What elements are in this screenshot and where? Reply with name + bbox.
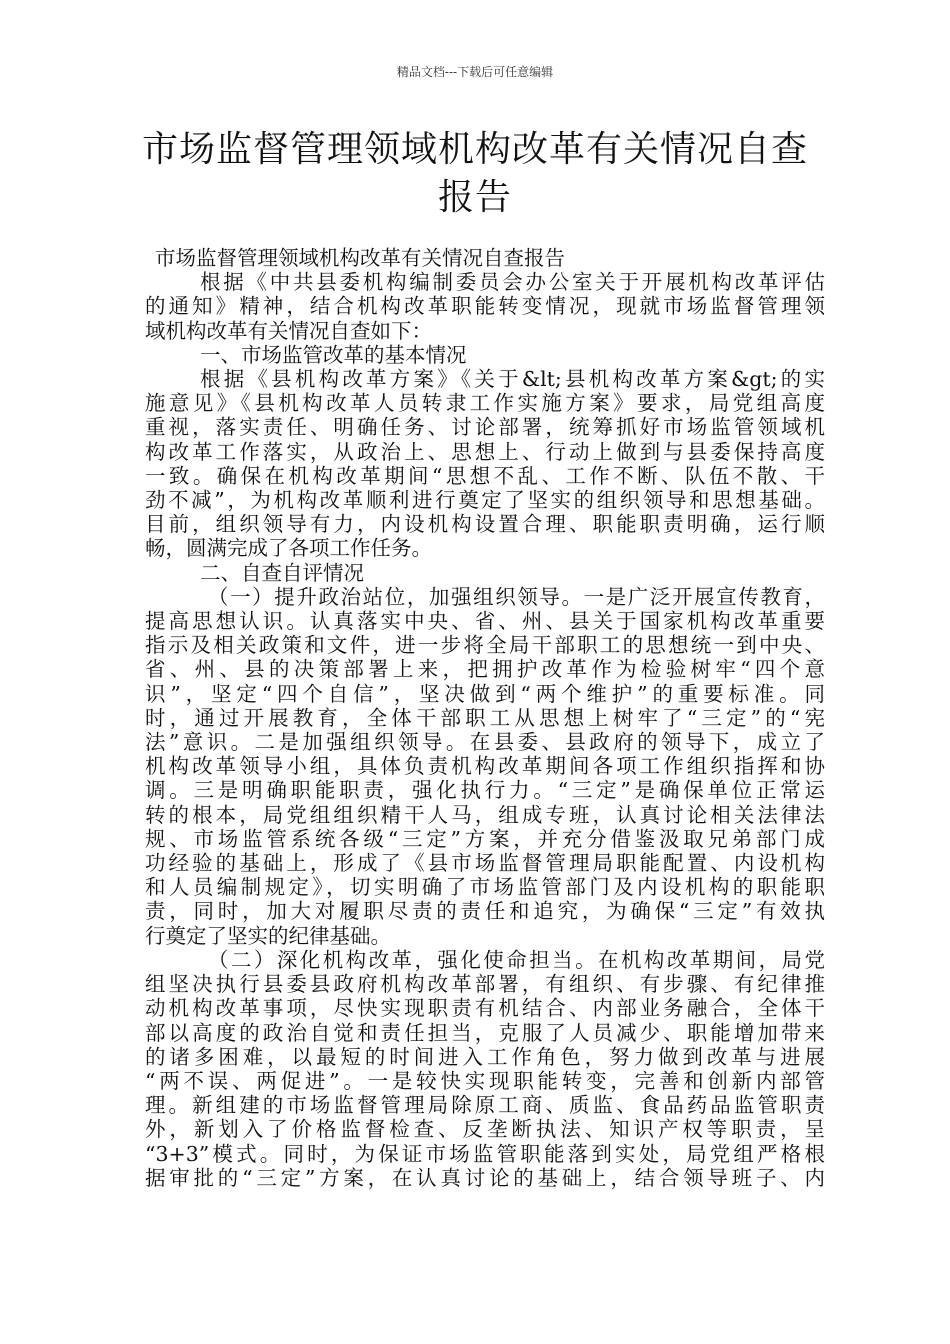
body-line: 功经验的基础上，形成了《县市场监督管理局职能配置、内设机构 <box>145 851 825 876</box>
document-body <box>145 246 825 1190</box>
body-line: 域机构改革有关情况自查如下： <box>145 318 432 343</box>
section-heading <box>145 343 825 367</box>
body-line: 动机构改革事项，尽快实现职责有机结合、内部业务融合，全体干 <box>145 996 825 1021</box>
title-line: 报告 <box>437 177 512 218</box>
body-line: 重视，落实责任、明确任务、讨论部署，统筹抓好市场监管领域机 <box>145 415 825 440</box>
body-line: （一）提升政治站位，加强组织领导。一是广泛开展宣传教育， <box>208 584 825 609</box>
body-line: 和人员编制规定》，切实明确了市场监管部门及内设机构的职能职 <box>145 875 825 900</box>
title-line: 市场监督管理领域机构改革有关情况自查 <box>141 129 808 170</box>
body-line: 机构改革领导小组，具体负责机构改革期间各项工作组织指挥和协 <box>145 754 825 779</box>
body-line: 责，同时，加大对履职尽责的责任和追究，为确保“三定”有效执 <box>145 899 825 924</box>
body-line: 畅，圆满完成了各项工作任务。 <box>145 536 432 561</box>
body-line: 组坚决执行县委县政府机构改革部署，有组织、有步骤、有纪律推 <box>145 972 825 997</box>
body-line: 目前，组织领导有力，内设机构设置合理、职能职责明确，运行顺 <box>145 512 825 537</box>
body-line: 一、市场监管改革的基本情况 <box>200 342 467 367</box>
body-line: 根据《县机构改革方案》《关于&lt;县机构改革方案&gt;的实 <box>200 367 825 392</box>
body-line: 提高思想认识。认真落实中央、省、州、县关于国家机构改革重要 <box>145 609 825 634</box>
body-line: “两不误、两促进”。一是较快实现职能转变，完善和创新内部管 <box>145 1068 825 1093</box>
body-line: 指示及相关政策和文件，进一步将全局干部职工的思想统一到中央、 <box>145 633 825 658</box>
document-title <box>130 126 820 222</box>
body-line: 根据《中共县委机构编制委员会办公室关于开展机构改革评估 <box>200 270 825 295</box>
body-line: “3+3”模式。同时，为保证市场监管职能落到实处，局党组严格根 <box>145 1141 825 1166</box>
body-line: （二）深化机构改革，强化使命担当。在机构改革期间，局党 <box>208 947 825 972</box>
subtitle-paragraph <box>145 246 825 270</box>
paragraph <box>145 585 825 948</box>
body-line: 据审批的“三定”方案，在认真讨论的基础上，结合领导班子、内 <box>145 1165 825 1190</box>
body-line: 调。三是明确职能职责，强化执行力。“三定”是确保单位正常运 <box>145 778 825 803</box>
body-line: 的诸多困难，以最短的时间进入工作角色，努力做到改革与进展 <box>145 1044 825 1069</box>
body-line: 理。新组建的市场监督管理局除原工商、质监、食品药品监管职责 <box>145 1093 825 1118</box>
body-line: 市场监督管理领域机构改革有关情况自查报告 <box>155 246 565 270</box>
paragraph <box>145 948 825 1190</box>
body-line: 外，新划入了价格监督检查、反垄断执法、知识产权等职责，呈 <box>145 1117 825 1142</box>
body-line: 一致。确保在机构改革期间“思想不乱、工作不断、队伍不散、干 <box>145 463 825 488</box>
body-line: 法”意识。二是加强组织领导。在县委、县政府的领导下，成立了 <box>145 730 825 755</box>
header-note: 精品文档---下载后可任意编辑 <box>396 65 554 79</box>
body-line: 构改革工作落实，从政治上、思想上、行动上做到与县委保持高度 <box>145 439 825 464</box>
body-line: 规、市场监管系统各级“三定”方案，并充分借鉴汲取兄弟部门成 <box>145 826 825 851</box>
body-line: 施意见》《县机构改革人员转隶工作实施方案》要求，局党组高度 <box>145 391 825 416</box>
paragraph <box>145 367 825 561</box>
body-line: 的通知》精神，结合机构改革职能转变情况，现就市场监督管理领 <box>145 294 825 319</box>
body-line: 识”，坚定“四个自信”，坚决做到“两个维护”的重要标准。同 <box>145 681 825 706</box>
body-line: 行奠定了坚实的纪律基础。 <box>145 923 391 948</box>
body-line: 部以高度的政治自觉和责任担当，克服了人员减少、职能增加带来 <box>145 1020 825 1045</box>
paragraph <box>145 270 825 343</box>
body-line: 省、州、县的决策部署上来，把拥护改革作为检验树牢“四个意 <box>145 657 825 682</box>
body-line: 转的根本，局党组组织精干人马，组成专班，认真讨论相关法律法 <box>145 802 825 827</box>
section-heading <box>145 561 825 585</box>
body-line: 时，通过开展教育，全体干部职工从思想上树牢了“三定”的“宪 <box>145 705 825 730</box>
body-line: 二、自查自评情况 <box>200 560 364 585</box>
body-line: 劲不减”，为机构改革顺利进行奠定了坚实的组织领导和思想基础。 <box>145 488 825 513</box>
